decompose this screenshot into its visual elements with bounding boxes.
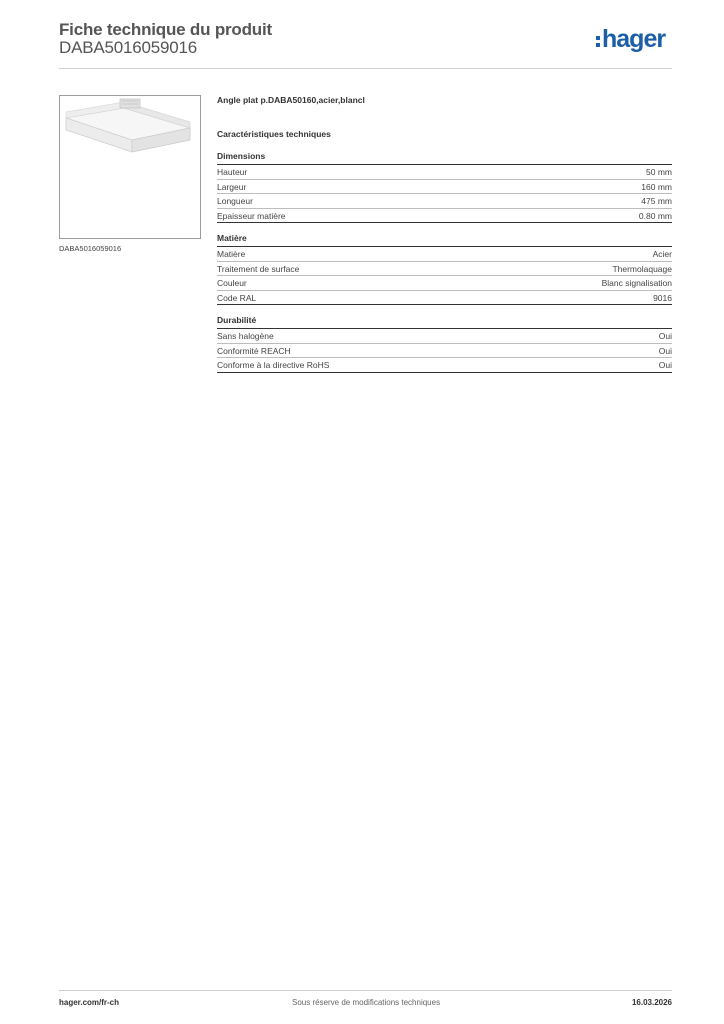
spec-row [217, 276, 672, 291]
page-title: Fiche technique du produit [59, 20, 272, 39]
spec-label: Conforme à la directive RoHS [217, 360, 330, 370]
spec-value: 475 mm [641, 196, 672, 206]
section-matiere [217, 233, 672, 305]
spec-row [217, 329, 672, 344]
angle-plat-illustration-icon [60, 96, 200, 238]
product-details [217, 95, 672, 373]
spec-label: Longueur [217, 196, 253, 206]
spec-value: 9016 [653, 292, 672, 303]
section-dimensions [217, 151, 672, 223]
spec-row [217, 291, 672, 306]
tech-characteristics-heading: Caractéristiques techniques [217, 129, 331, 139]
section-title: Matière [217, 233, 672, 247]
hager-logo[interactable] [596, 27, 665, 57]
spec-value: Thermolaquage [612, 263, 672, 274]
product-image [59, 95, 201, 239]
spec-label: Traitement de surface [217, 263, 300, 274]
logo-dots-icon [596, 36, 600, 47]
section-title: Durabilité [217, 315, 672, 329]
spec-row [217, 165, 672, 180]
spec-value: Acier [652, 249, 672, 259]
section-durabilite [217, 315, 672, 373]
spec-value: Oui [658, 331, 672, 341]
spec-label: Epaisseur matière [217, 210, 286, 221]
footer-website-link[interactable]: hager.com/fr-ch [59, 998, 120, 1007]
header-divider [59, 68, 672, 69]
spec-value: 50 mm [646, 167, 672, 177]
section-title: Dimensions [217, 151, 672, 165]
logo-text: hager [602, 25, 666, 53]
spec-label: Couleur [217, 278, 247, 288]
spec-row [217, 194, 672, 209]
spec-label: Matière [217, 249, 246, 259]
product-reference: DABA5016059016 [59, 38, 198, 57]
spec-label: Largeur [217, 181, 247, 192]
spec-value: 160 mm [641, 181, 672, 192]
spec-value: 0.80 mm [638, 210, 672, 221]
spec-label: Hauteur [217, 167, 248, 177]
spec-label: Sans halogène [217, 331, 274, 341]
spec-row [217, 180, 672, 195]
footer-disclaimer: Sous réserve de modifications techniques [292, 998, 441, 1007]
spec-row [217, 262, 672, 277]
product-name: Angle plat p.DABA50160,acier,blancl [217, 95, 365, 105]
spec-row [217, 358, 672, 373]
spec-value: Oui [658, 345, 672, 356]
spec-label: Code RAL [217, 292, 257, 303]
spec-row [217, 209, 672, 224]
spec-value: Oui [658, 360, 672, 370]
footer-divider [59, 990, 672, 991]
footer-date: 16.03.2026 [631, 998, 672, 1007]
spec-row [217, 344, 672, 359]
spec-value: Blanc signalisation [601, 278, 672, 288]
image-caption: DABA5016059016 [59, 244, 122, 253]
spec-row [217, 247, 672, 262]
spec-label: Conformité REACH [217, 345, 291, 356]
